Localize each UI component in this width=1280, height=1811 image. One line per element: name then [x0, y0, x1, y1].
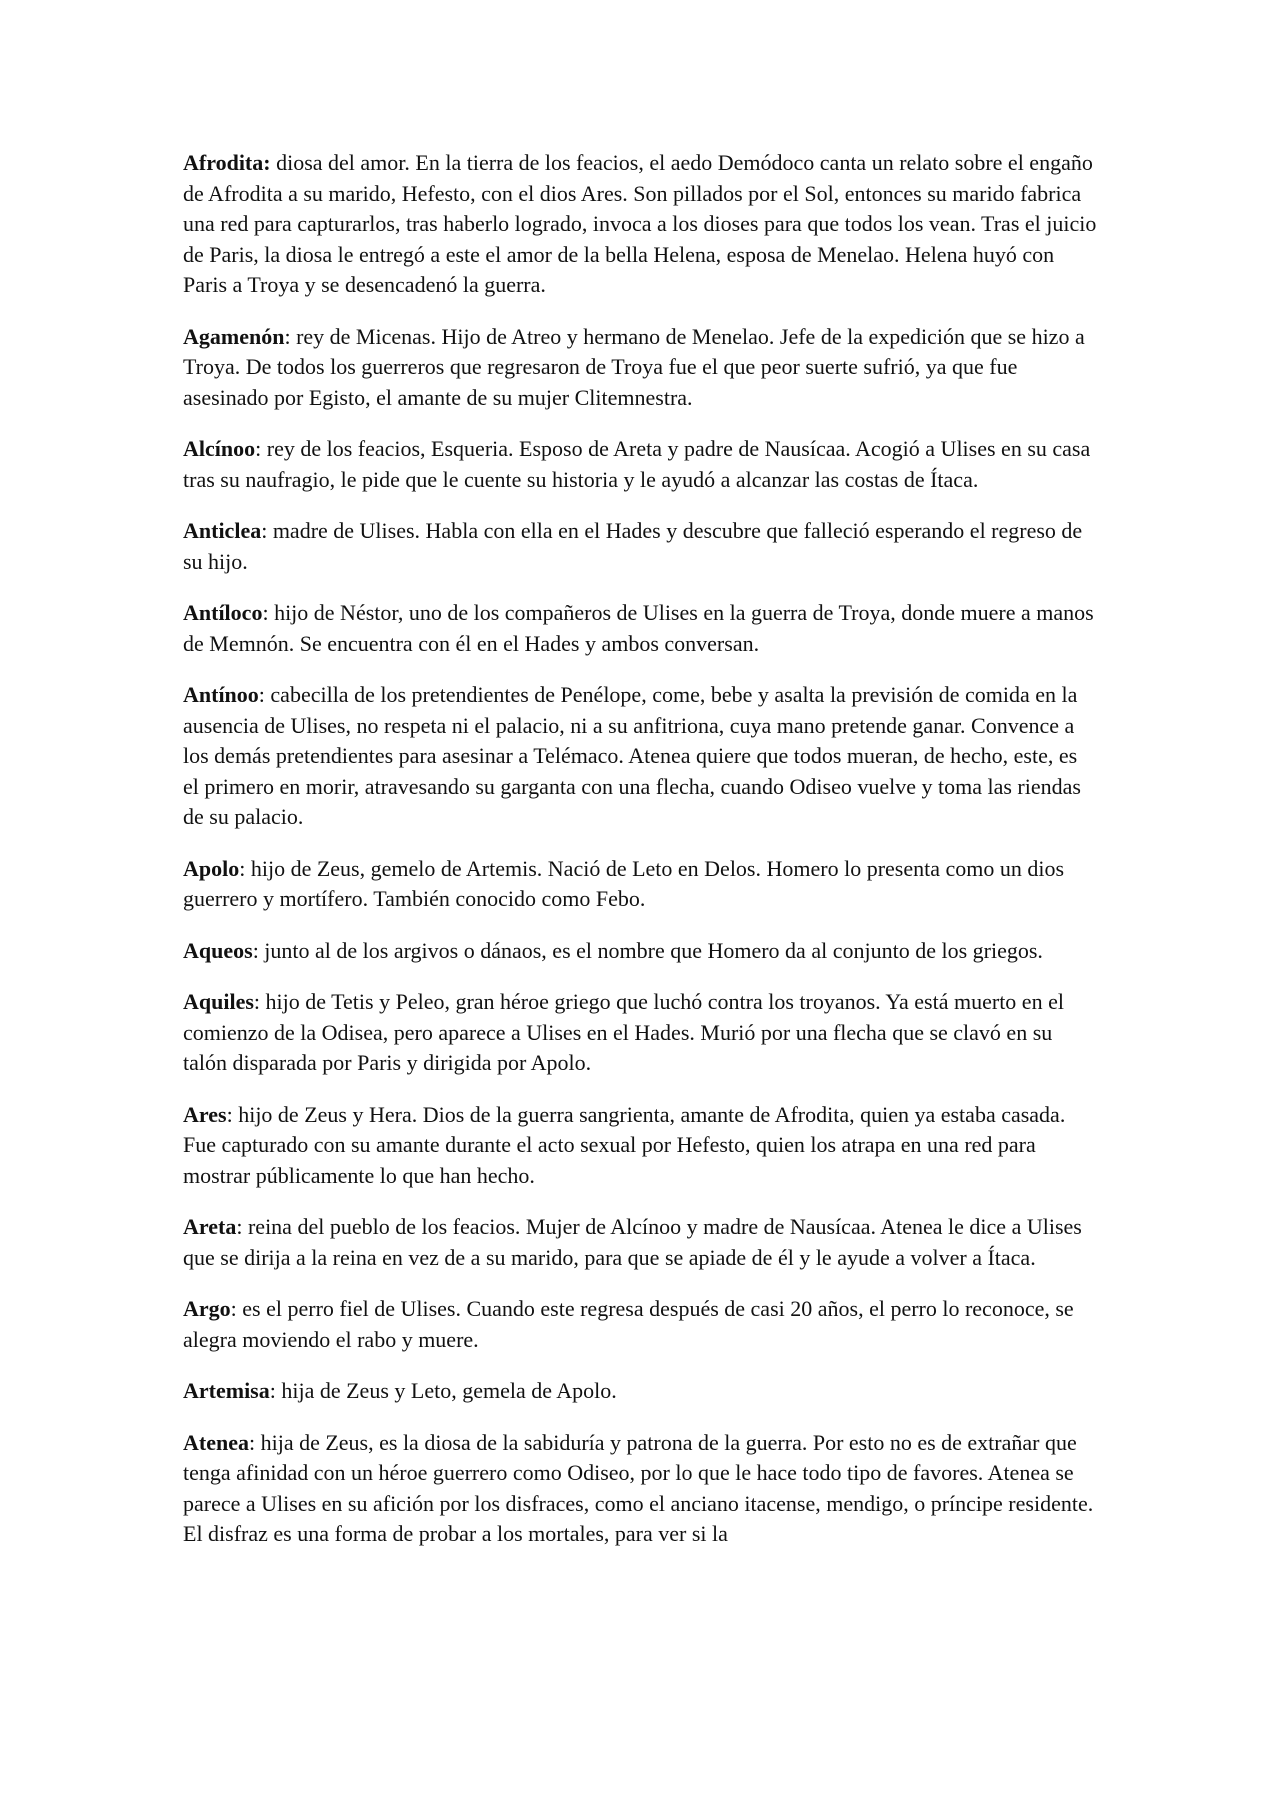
entry-definition: : madre de Ulises. Habla con ella en el Hades y descubre que falleció esperando el regreso de su hijo.: [183, 518, 1083, 574]
entry-term: Agamenón: [183, 323, 285, 349]
entry-term: Atenea: [183, 1429, 249, 1455]
entry-term: Alcínoo: [183, 436, 256, 461]
glossary-entry-apolo: [183, 854, 1098, 915]
entry-definition: : hijo de Zeus y Hera. Dios de la guerra sangrienta, amante de Afrodita, quien ya estaba casada. Fue capturado con su amante durante el acto sexual por Hefesto, quien los atrapa en una red para mostrar públicamente lo que han hecho.: [183, 1101, 1066, 1188]
entry-term: Ares: [183, 1101, 227, 1127]
glossary-entry-atenea: [183, 1428, 1098, 1550]
entry-definition: diosa del amor. En la tierra de los feacios, el aedo Demódoco canta un relato sobre el engaño de Afrodita a su marido, Hefesto, con el dios Ares. Son pillados por el Sol, entonces su marido fabrica una red para capturarlos, tras haberlo logrado, invoca a los dioses para que todos los vean. Tras el juicio de Paris, la diosa le entregó a este el amor de la bella Helena, esposa de Menelao. Helena huyó con Paris a Troya y se desencadenó la guerra.: [183, 150, 1097, 297]
entry-definition: : es el perro fiel de Ulises. Cuando este regresa después de casi 20 años, el perro lo reconoce, se alegra moviendo el rabo y muere.: [183, 1296, 1074, 1352]
entry-definition: : rey de Micenas. Hijo de Atreo y hermano de Menelao. Jefe de la expedición que se hizo a Troya. De todos los guerreros que regresaron de Troya fue el que peor suerte sufrió, ya que fue asesinado por Egisto, el amante de su mujer Clitemnestra.: [183, 323, 1085, 410]
glossary-entry-antiloco: [183, 598, 1098, 659]
glossary-entry-agamenon: [183, 322, 1098, 414]
glossary-entry-areta: [183, 1212, 1098, 1273]
glossary-entry-aqueos: [183, 936, 1098, 967]
entry-definition: : hijo de Néstor, uno de los compañeros de Ulises en la guerra de Troya, donde muere a manos de Memnón. Se encuentra con él en el Hades y ambos conversan.: [183, 600, 1094, 656]
entry-term: Afrodita:: [183, 150, 271, 175]
entry-term: Antíloco: [183, 600, 263, 625]
entry-term: Apolo: [183, 855, 240, 881]
entry-term: Areta: [183, 1214, 237, 1239]
entry-term: Aqueos: [183, 937, 253, 963]
entry-definition: : junto al de los argivos o dánaos, es el nombre que Homero da al conjunto de los griegos.: [252, 937, 1043, 963]
entry-definition: : hija de Zeus y Leto, gemela de Apolo.: [269, 1378, 617, 1403]
entry-definition: : hija de Zeus, es la diosa de la sabiduría y patrona de la guerra. Por esto no es de extrañar que tenga afinidad con un héroe guerrero como Odiseo, por lo que le hace todo tipo de favores. Atenea se parece a Ulises en su afición por los disfraces, como el anciano itacense, mendigo, o príncipe residente. El disfraz es una forma de probar a los mortales, para ver si la: [183, 1429, 1094, 1546]
entry-term: Aquiles: [183, 989, 254, 1014]
glossary-entry-aquiles: [183, 987, 1098, 1079]
entry-term: Anticlea: [183, 518, 262, 543]
entry-definition: : rey de los feacios, Esqueria. Esposo de Areta y padre de Nausícaa. Acogió a Ulises en su casa tras su naufragio, le pide que le cuente su historia y le ayudó a alcanzar las costas de Ítaca.: [183, 436, 1091, 492]
glossary-entry-ares: [183, 1100, 1098, 1192]
entry-definition: : hijo de Tetis y Peleo, gran héroe griego que luchó contra los troyanos. Ya está muerto en el comienzo de la Odisea, pero aparece a Ulises en el Hades. Murió por una flecha que se clavó en su talón disparada por Paris y dirigida por Apolo.: [183, 989, 1064, 1075]
glossary-body: [183, 148, 1098, 1571]
glossary-entry-afrodita: [183, 148, 1098, 301]
entry-definition: : reina del pueblo de los feacios. Mujer de Alcínoo y madre de Nausícaa. Atenea le dice a Ulises que se dirija a la reina en vez de a su marido, para que se apiade de él y le ayude a volver a Ítaca.: [183, 1214, 1082, 1270]
glossary-entry-alcinoo: [183, 434, 1098, 495]
glossary-entry-antinoo: [183, 680, 1098, 833]
entry-term: Artemisa: [183, 1378, 270, 1403]
glossary-entry-anticlea: [183, 516, 1098, 577]
glossary-entry-artemisa: [183, 1376, 1098, 1407]
glossary-entry-argo: [183, 1294, 1098, 1355]
entry-term: Argo: [183, 1296, 231, 1321]
entry-definition: : cabecilla de los pretendientes de Penélope, come, bebe y asalta la previsión de comida en la ausencia de Ulises, no respeta ni el palacio, ni a su anfitriona, cuya mano pretende ganar. Convence a los demás pretendientes para asesinar a Telémaco. Atenea quiere que todos mueran, de hecho, este, es el primero en morir, atravesando su garganta con una flecha, cuando Odiseo vuelve y toma las riendas de su palacio.: [183, 682, 1081, 829]
entry-term: Antínoo: [183, 682, 259, 707]
entry-definition: : hijo de Zeus, gemelo de Artemis. Nació de Leto en Delos. Homero lo presenta como un dios guerrero y mortífero. También conocido como Febo.: [183, 855, 1065, 911]
